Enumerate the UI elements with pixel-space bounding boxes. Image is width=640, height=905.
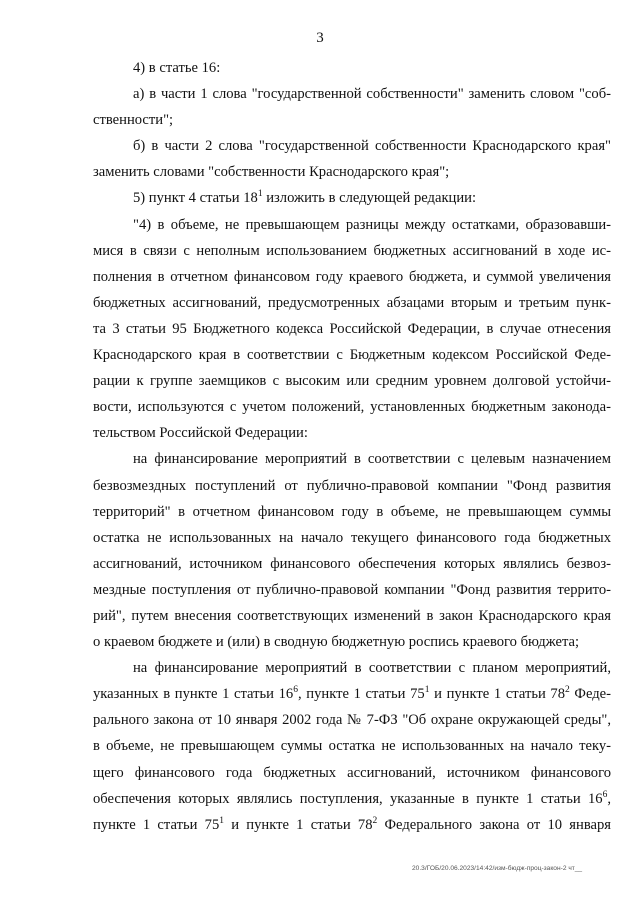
text-segment: ассигнований, источником финансового обеспечения которых являлись безвоз- [93, 555, 611, 572]
text-segment: на финансирование мероприятий в соответствии с целевым назначением [133, 451, 611, 468]
text-segment: а) в части 1 слова "государственной собственности" заменить словом "соб- [133, 86, 611, 103]
text-segment: рации к группе заемщиков с высоким или средним уровнем долговой устойчи- [93, 373, 611, 390]
text-segment: безвозмездных поступлений от публично-правовой компании "Фонд развития [93, 477, 611, 494]
text-segment: б) в части 2 слова "государственной собственности Краснодарского края" [133, 138, 611, 155]
text-line [0, 420, 640, 446]
text-line [0, 394, 611, 420]
text-line [0, 316, 611, 342]
text-line [0, 760, 611, 786]
text-segment: указанных в пункте 1 статьи 16 [93, 686, 294, 703]
text-segment: Федерального закона от 10 января [377, 816, 611, 833]
text-segment: остатка не использованных на начало текущего финансового года бюджетных [93, 529, 611, 546]
text-line [0, 655, 611, 681]
superscript: 6 [293, 685, 298, 696]
text-segment: щего финансового года бюджетных ассигнований, источником финансового [93, 764, 611, 781]
text-segment: о краевом бюджете и (или) в сводную бюджетную роспись краевого бюджета; [93, 634, 580, 651]
text-line [0, 342, 611, 368]
superscript: 2 [565, 685, 570, 696]
text-line [0, 368, 611, 394]
text-segment: та 3 статьи 95 Бюджетного кодекса Российской Федерации, в случае отнесения [93, 320, 611, 337]
superscript: 2 [372, 815, 378, 826]
text-line [0, 786, 611, 812]
text-line [0, 681, 611, 707]
text-line [0, 290, 611, 316]
text-segment: 5) пункт 4 статьи 18 [133, 190, 258, 207]
text-line [0, 133, 611, 159]
superscript: 1 [219, 815, 224, 826]
text-line [0, 159, 640, 185]
text-segment: мися в связи с неполным использованием бюджетных ассигнований в ходе ис- [93, 242, 611, 259]
text-segment: территорий" в отчетном финансовом году в объеме, не превышающем суммы [93, 503, 611, 520]
text-segment: вости, используются с учетом положений, установленных бюджетным законода- [93, 399, 611, 416]
text-segment: Феде- [569, 686, 611, 703]
text-segment: и пункте 1 статьи 78 [224, 816, 373, 833]
text-line [0, 551, 611, 577]
text-segment: , [607, 790, 611, 807]
superscript: 1 [257, 189, 263, 200]
text-line [0, 446, 611, 472]
text-segment: бюджетных ассигнований, предусмотренных абзацами вторым и третьим пунк- [93, 294, 611, 311]
text-line [0, 733, 611, 759]
text-segment: в объеме, не превышающем суммы остатка не использованных на начало теку- [93, 738, 611, 755]
text-segment: Краснодарского края в соответствии с Бюджетным кодексом Российской Феде- [93, 347, 611, 364]
text-line [0, 81, 611, 107]
text-segment: тельством Российской Федерации: [93, 425, 308, 442]
page-number: 3 [316, 30, 324, 46]
text-line [0, 238, 611, 264]
text-segment: ственности"; [93, 112, 174, 129]
superscript: 1 [424, 685, 430, 696]
text-segment: пункте 1 статьи 75 [93, 816, 220, 833]
text-segment: рального закона от 10 января 2002 года № 7-ФЗ "Об охране окружающей среды", [93, 712, 611, 729]
text-segment: изложить в следующей редакции: [262, 190, 477, 207]
text-segment: "4) в объеме, не превышающем разницы между остатками, образовавши- [133, 216, 611, 233]
text-line [0, 707, 611, 733]
text-line [0, 107, 640, 133]
text-segment: 4) в статье 16: [133, 60, 221, 76]
superscript: 6 [602, 789, 608, 800]
text-segment: , пункте 1 статьи 75 [297, 686, 425, 703]
text-line [0, 264, 611, 290]
text-segment: заменить словами "собственности Краснодарского края"; [93, 164, 450, 181]
text-segment: полнения в отчетном финансовом году краевого бюджета, и суммой увеличения [93, 268, 611, 285]
text-line [0, 55, 640, 81]
text-segment: мездные поступления от публично-правовой компании "Фонд развития террито- [93, 581, 611, 598]
text-line [0, 212, 611, 238]
text-segment: рий", путем внесения соответствующих изменений в закон Краснодарского края [93, 607, 611, 624]
text-segment: обеспечения которых являлись поступления, указанные в пункте 1 статьи 16 [93, 790, 603, 807]
text-line [0, 499, 611, 525]
text-line [0, 473, 611, 499]
text-line [0, 603, 611, 629]
document-body [0, 55, 640, 838]
text-segment: и пункте 1 статьи 78 [429, 686, 566, 703]
text-line [0, 629, 640, 655]
text-line [0, 577, 611, 603]
text-line [0, 812, 611, 838]
text-segment: на финансирование мероприятий в соответствии с планом мероприятий, [133, 660, 611, 677]
text-line [0, 525, 611, 551]
footer-file-stamp: 20.3/ГОБ/20.06.2023/14:42/изм-бюдж-проц-закон-2 чт__ [412, 865, 583, 872]
text-line [0, 185, 640, 211]
